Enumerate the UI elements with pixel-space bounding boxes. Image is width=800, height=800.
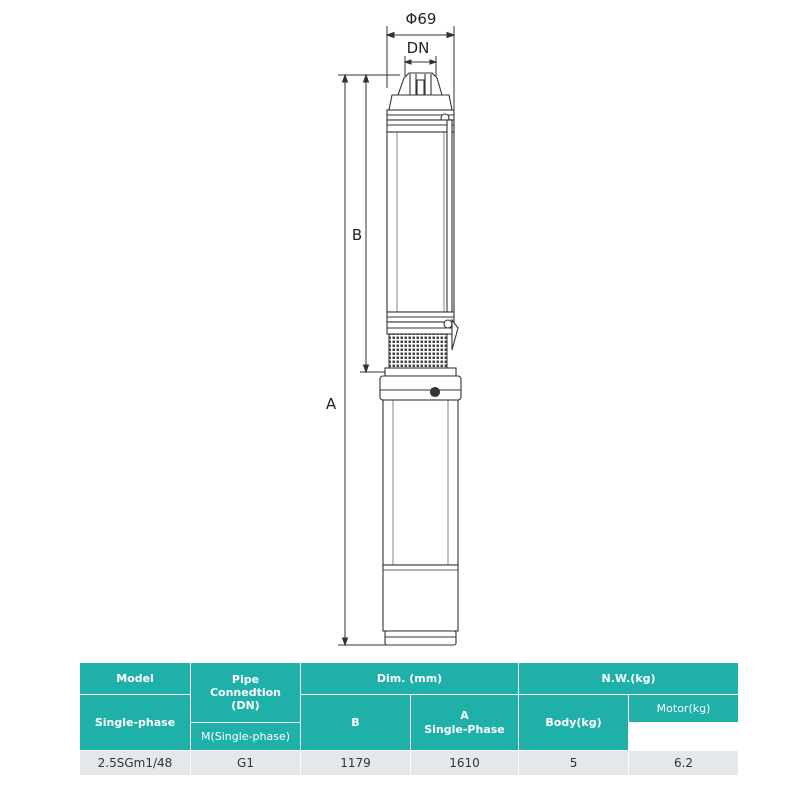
dim-label-dn: DN	[406, 39, 430, 57]
header-motor-single-phase: M(Single-phase)	[191, 723, 301, 751]
dim-label-outer-diameter: Φ69	[405, 10, 437, 28]
cell-a: 1610	[411, 751, 519, 776]
dim-label-b: B	[351, 226, 363, 244]
dim-label-a: A	[325, 395, 337, 413]
cell-dn: G1	[191, 751, 301, 776]
cell-motor: 6.2	[629, 751, 739, 776]
header-single-phase: Single-phase	[80, 695, 191, 751]
cell-model: 2.5SGm1/48	[80, 751, 191, 776]
cell-body: 5	[519, 751, 629, 776]
spec-table	[79, 662, 739, 776]
header-b: B	[301, 695, 411, 751]
cell-b: 1179	[301, 751, 411, 776]
intake-screen	[389, 334, 447, 368]
header-body: Body(kg)	[519, 695, 629, 751]
header-model: Model	[80, 663, 191, 695]
header-dim: Dim. (mm)	[301, 663, 519, 695]
header-net-weight: N.W.(kg)	[519, 663, 739, 695]
table-row	[80, 751, 739, 776]
header-a-single-phase: A Single-Phase	[411, 695, 519, 751]
pump-outline	[387, 73, 458, 350]
header-motor: Motor(kg)	[629, 695, 739, 723]
motor-outline	[380, 368, 461, 645]
header-pipe-connection: Pipe Connedtion (DN)	[191, 663, 301, 723]
